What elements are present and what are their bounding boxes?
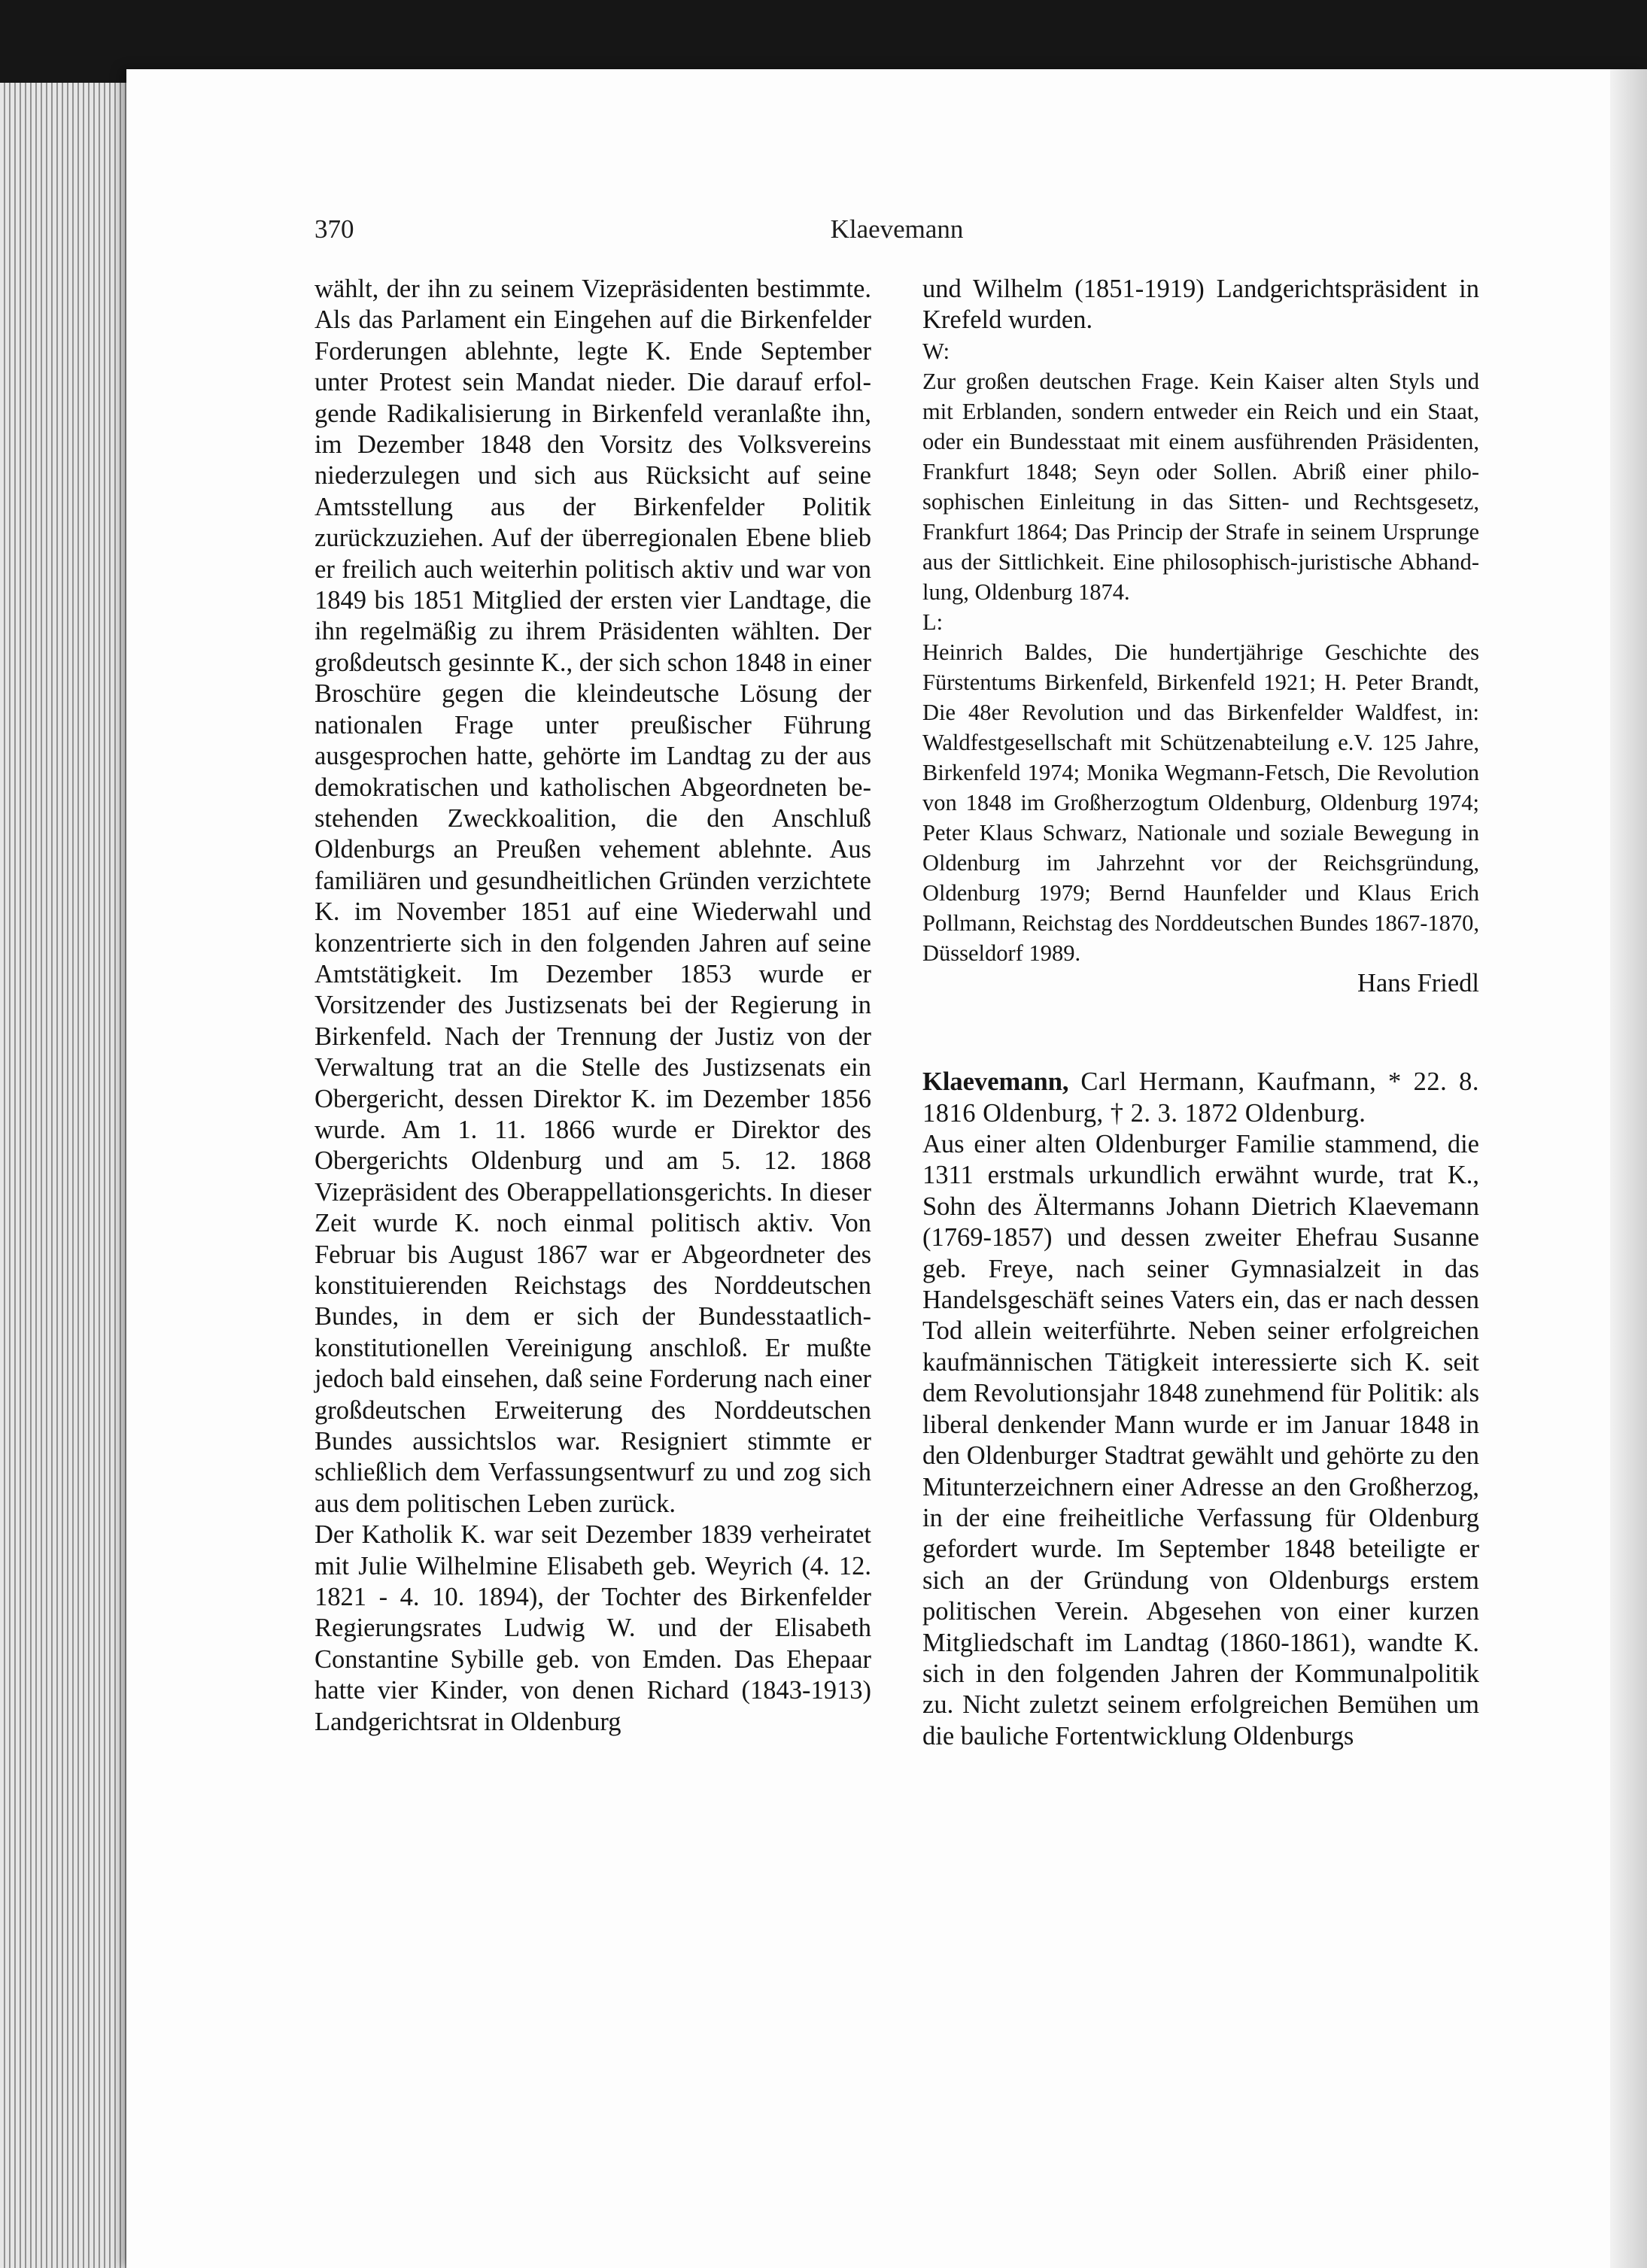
left-column bbox=[315, 274, 871, 1738]
book-page-edges bbox=[0, 83, 128, 2268]
page-right-edge bbox=[1610, 69, 1647, 2268]
running-header bbox=[315, 214, 1479, 252]
paragraph: und Wilhelm (1851-1919) Landgerichtspräsident in Krefeld wurden. bbox=[922, 275, 1479, 335]
entry-lemma: Klaevemann, bbox=[922, 1067, 1069, 1097]
page-number: 370 bbox=[315, 214, 354, 244]
literature-label: L: bbox=[922, 609, 944, 635]
entry-heading bbox=[922, 1067, 1479, 1129]
author-signature: Hans Friedl bbox=[1357, 968, 1479, 997]
running-title: Klaevemann bbox=[830, 214, 964, 244]
literature-list: Heinrich Baldes, Die hundertjährige Geschichte des Fürstentums Birkenfeld, Birkenfeld 1921; H. Peter Brandt, Die 48er Revolution und das Birkenfelder Waldfest, in: Waldfestgesellschaft mit Schützenabteilung e.V. 125 Jahre, Birkenfeld 1974; Monika Wegmann-Fetsch, Die Revolution von 1848 im Großherzogtum Oldenburg, Oldenburg 1974; Peter Klaus Schwarz, Nationale und soziale Bewegung in Oldenburg im Jahrzehnt vor der Reichsgründung, Oldenburg 1979; Bernd Haunfelder und Klaus Erich Pollmann, Reichstag des Norddeutschen Bundes 1867-1870, Düsseldorf 1989. bbox=[922, 639, 1479, 966]
entry-separator bbox=[922, 999, 1479, 1067]
paragraph: Aus einer alten Oldenburger Familie stammend, die 1311 erstmals urkundlich erwähnt wurde, trat K., Sohn des Ältermanns Johann Dietrich Klaevemann (1769-1857) und dessen zweiter Ehefrau Susanne geb. Freye, nach seiner Gymnasialzeit in das Handelsgeschäft seines Vaters ein, das er nach dessen Tod allein weiterführte. Neben seiner erfolgreichen kaufmännischen Tätigkeit interessierte sich K. seit dem Revolutionsjahr 1848 zunehmend für Politik: als liberal denkender Mann wurde er im Januar 1848 in den Oldenburger Stadtrat gewählt und gehörte zu den Mitunterzeichnern einer Adresse an den Großherzog, in der eine freiheitliche Verfassung für Oldenburg gefordert wurde. Im September 1848 beteiligte er sich an der Gründung von Oldenburgs erstem politischen Verein. Abgesehen von einer kurzen Mitgliedschaft im Landtag (1860-1861), wandte K. sich in den folgenden Jahren der Kommunalpolitik zu. Nicht zuletzt seinem erfolgreichen Bemühen um die bauliche Fortentwicklung Oldenburgs bbox=[922, 1130, 1479, 1750]
right-column bbox=[922, 274, 1479, 1752]
works-list: Zur großen deutschen Frage. Kein Kaiser alten Styls und mit Erblanden, sondern entweder ein Reich und ein Staat, oder ein Bundesstaat mit einem ausführenden Präsidenten, Frankfurt 1848; Seyn oder Sollen. Abriß einer philosophischen Einleitung in das Sitten- und Rechtsgesetz, Frankfurt 1864; Das Princip der Strafe in seinem Ursprunge aus der Sittlichkeit. Eine philosophisch-juristische Abhandlung, Oldenburg 1874. bbox=[922, 368, 1479, 605]
paragraph: Der Katholik K. war seit Dezember 1839 verheiratet mit Julie Wilhelmine Elisabeth geb. Weyrich (4. 12. 1821 - 4. 10. 1894), der Tochter des Birkenfelder Regierungsrates Ludwig W. und der Elisabeth Constantine Sybille geb. von Emden. Das Ehepaar hatte vier Kinder, von denen Richard (1843-1913) Landgerichtsrat in Oldenburg bbox=[315, 1520, 871, 1736]
entry-head: Carl Hermann, Kaufmann, * 22. 8. 1816 Oldenburg, † 2. 3. 1872 Oldenburg. bbox=[922, 1067, 1479, 1128]
works-label: W: bbox=[922, 338, 950, 364]
paragraph: wählt, der ihn zu seinem Vizepräsidenten bestimmte. Als das Parlament ein Eingehen auf die Birkenfelder Forderungen ablehnte, legte K. Ende September unter Protest sein Mandat nieder. Die darauf erfolgende Radikalisierung in Birkenfeld veranlaßte ihn, im Dezember 1848 den Vorsitz des Volksvereins niederzulegen und sich aus Rücksicht auf seine Amtsstellung aus der Birkenfelder Politik zurückzuziehen. Auf der überregionalen Ebene blieb er freilich auch weiterhin politisch aktiv und war von 1849 bis 1851 Mitglied der ersten vier Landtage, die ihn regelmäßig zu ihrem Präsidenten wählten. Der großdeutsch gesinnte K., der sich schon 1848 in einer Broschüre gegen die kleindeutsche Lösung der nationalen Frage unter preußischer Führung ausgesprochen hatte, gehörte im Landtag zu der aus demokratischen und katholischen Abgeordneten bestehenden Zweckkoalition, die den Anschluß Oldenburgs an Preußen vehement ablehnte. Aus familiären und gesundheitlichen Gründen verzichtete K. im November 1851 auf eine Wiederwahl und konzentrierte sich in den folgenden Jahren auf seine Amtstätigkeit. Im Dezember 1853 wurde er Vorsitzender des Justizsenats bei der Regierung in Birkenfeld. Nach der Trennung der Justiz von der Verwaltung trat an die Stelle des Justizsenats ein Obergericht, dessen Direktor K. im Dezember 1856 wurde. Am 1. 11. 1866 wurde er Direktor des Obergerichts Oldenburg und am 5. 12. 1868 Vizepräsident des Oberappellationsgerichts. In dieser Zeit wurde K. noch einmal politisch aktiv. Von Februar bis August 1867 war er Abgeordneter des konstituierenden Reichstags des Norddeutschen Bundes, in dem er sich der Bundesstaatlich-konstitutionellen Vereinigung anschloß. Er mußte jedoch bald einsehen, daß seine Forderung nach einer großdeutschen Erweiterung des Norddeutschen Bundes aussichtslos war. Resigniert stimmte er schließlich dem Verfassungsentwurf zu und zog sich aus dem politischen Leben zurück. bbox=[315, 275, 871, 1518]
